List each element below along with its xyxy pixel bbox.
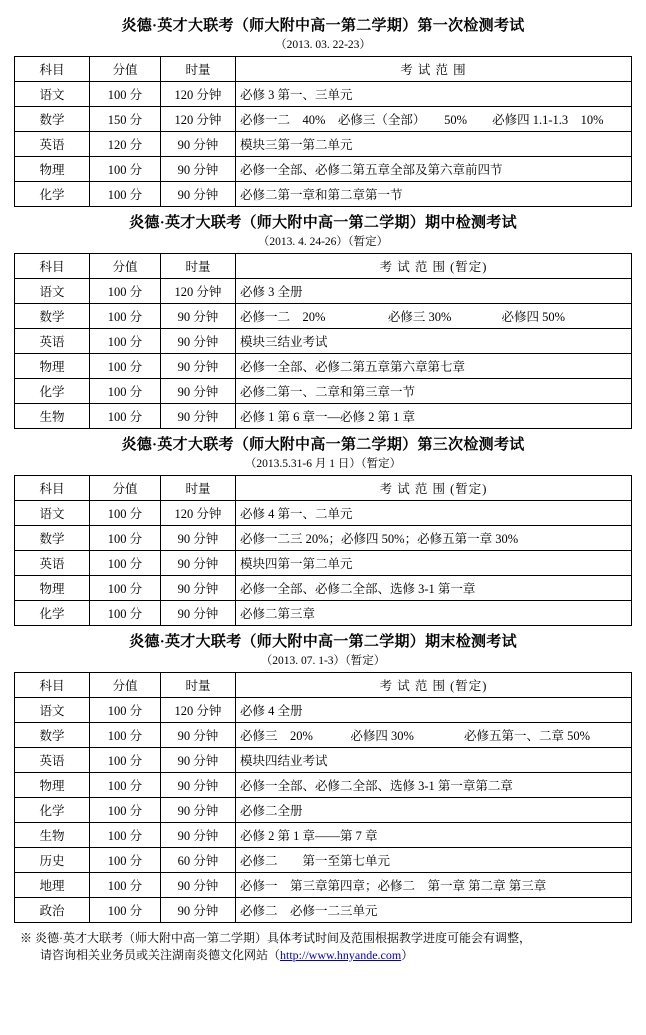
cell-range: 模块三第一第二单元 — [236, 132, 632, 157]
cell-subject: 物理 — [15, 354, 90, 379]
cell-subject: 化学 — [15, 798, 90, 823]
table-row — [15, 157, 632, 182]
exam-section-3 — [14, 431, 632, 626]
table-row — [15, 182, 632, 207]
table-row — [15, 773, 632, 798]
cell-score: 100 分 — [90, 823, 161, 848]
table-row — [15, 723, 632, 748]
cell-duration: 120 分钟 — [161, 82, 236, 107]
cell-duration: 120 分钟 — [161, 107, 236, 132]
cell-score: 100 分 — [90, 773, 161, 798]
cell-score: 120 分 — [90, 132, 161, 157]
cell-score: 100 分 — [90, 329, 161, 354]
header-score: 分值 — [90, 673, 161, 698]
cell-duration: 90 分钟 — [161, 304, 236, 329]
cell-subject: 历史 — [15, 848, 90, 873]
cell-range: 必修一全部、必修二全部、选修 3-1 第一章 — [236, 576, 632, 601]
section-title: 炎德·英才大联考（师大附中高一第二学期）第一次检测考试 — [121, 18, 525, 34]
cell-range: 必修一二 40% 必修三（全部） 50% 必修四 1.1-1.3 10% — [236, 107, 632, 132]
cell-score: 100 分 — [90, 82, 161, 107]
cell-score: 100 分 — [90, 279, 161, 304]
cell-subject: 英语 — [15, 329, 90, 354]
header-score: 分值 — [90, 254, 161, 279]
table-row — [15, 379, 632, 404]
cell-duration: 90 分钟 — [161, 898, 236, 923]
table-row — [15, 304, 632, 329]
cell-duration: 90 分钟 — [161, 329, 236, 354]
cell-score: 100 分 — [90, 526, 161, 551]
table-row — [15, 898, 632, 923]
cell-subject: 数学 — [15, 304, 90, 329]
table-row — [15, 698, 632, 723]
website-link[interactable]: http://www.hnyande.com — [280, 948, 402, 962]
footnote-line-2-prefix: 请咨询相关业务员或关注湖南炎德文化网站（ — [40, 948, 281, 962]
cell-duration: 90 分钟 — [161, 354, 236, 379]
cell-duration: 90 分钟 — [161, 723, 236, 748]
footnote-line-2 — [20, 947, 632, 964]
cell-subject: 语文 — [15, 501, 90, 526]
cell-duration: 90 分钟 — [161, 526, 236, 551]
cell-range: 必修 3 第一、三单元 — [236, 82, 632, 107]
table-header-row — [15, 254, 632, 279]
cell-duration: 60 分钟 — [161, 848, 236, 873]
cell-duration: 90 分钟 — [161, 157, 236, 182]
cell-duration: 90 分钟 — [161, 873, 236, 898]
cell-subject: 政治 — [15, 898, 90, 923]
cell-score: 150 分 — [90, 107, 161, 132]
cell-subject: 化学 — [15, 379, 90, 404]
cell-subject: 英语 — [15, 551, 90, 576]
cell-duration: 90 分钟 — [161, 551, 236, 576]
cell-range: 必修二第三章 — [236, 601, 632, 626]
table-row — [15, 601, 632, 626]
table-row — [15, 748, 632, 773]
section-title: 炎德·英才大联考（师大附中高一第二学期）第三次检测考试 — [121, 437, 525, 453]
cell-range: 必修 4 第一、二单元 — [236, 501, 632, 526]
cell-duration: 90 分钟 — [161, 379, 236, 404]
cell-duration: 90 分钟 — [161, 576, 236, 601]
cell-score: 100 分 — [90, 404, 161, 429]
cell-duration: 90 分钟 — [161, 404, 236, 429]
table-row — [15, 526, 632, 551]
cell-subject: 语文 — [15, 82, 90, 107]
cell-duration: 90 分钟 — [161, 748, 236, 773]
cell-score: 100 分 — [90, 698, 161, 723]
cell-score: 100 分 — [90, 723, 161, 748]
table-row — [15, 404, 632, 429]
header-score: 分值 — [90, 476, 161, 501]
section-subtitle: （2013. 07. 1-3）（暂定） — [260, 655, 386, 667]
section-subtitle: （2013. 4. 24-26）（暂定） — [257, 236, 389, 248]
cell-subject: 物理 — [15, 773, 90, 798]
exam-table — [14, 475, 632, 626]
table-row — [15, 354, 632, 379]
table-row — [15, 107, 632, 132]
cell-duration: 90 分钟 — [161, 798, 236, 823]
cell-subject: 数学 — [15, 723, 90, 748]
table-row — [15, 501, 632, 526]
exam-section-4 — [14, 628, 632, 923]
cell-subject: 物理 — [15, 576, 90, 601]
header-subject: 科目 — [15, 476, 90, 501]
cell-range: 必修二 必修一二三单元 — [236, 898, 632, 923]
cell-score: 100 分 — [90, 576, 161, 601]
cell-range: 必修 1 第 6 章一—必修 2 第 1 章 — [236, 404, 632, 429]
exam-table — [14, 56, 632, 207]
cell-duration: 90 分钟 — [161, 773, 236, 798]
cell-range: 必修二 第一至第七单元 — [236, 848, 632, 873]
cell-score: 100 分 — [90, 873, 161, 898]
table-row — [15, 82, 632, 107]
section-title: 炎德·英才大联考（师大附中高一第二学期）期末检测考试 — [129, 634, 517, 650]
header-score: 分值 — [90, 57, 161, 82]
header-range: 考 试 范 围 — [236, 57, 632, 82]
cell-range: 必修二第一、二章和第三章一节 — [236, 379, 632, 404]
header-subject: 科目 — [15, 254, 90, 279]
cell-range: 必修二第一章和第二章第一节 — [236, 182, 632, 207]
cell-range: 模块四结业考试 — [236, 748, 632, 773]
cell-subject: 生物 — [15, 823, 90, 848]
table-row — [15, 329, 632, 354]
cell-subject: 生物 — [15, 404, 90, 429]
header-duration: 时量 — [161, 254, 236, 279]
table-header-row — [15, 476, 632, 501]
cell-score: 100 分 — [90, 501, 161, 526]
header-subject: 科目 — [15, 673, 90, 698]
table-row — [15, 823, 632, 848]
section-subtitle: （2013. 03. 22-23） — [275, 39, 371, 51]
cell-score: 100 分 — [90, 182, 161, 207]
cell-range: 必修 4 全册 — [236, 698, 632, 723]
table-row — [15, 279, 632, 304]
cell-range: 模块三结业考试 — [236, 329, 632, 354]
cell-range: 必修二全册 — [236, 798, 632, 823]
table-row — [15, 873, 632, 898]
header-range: 考 试 范 围 (暂定) — [236, 476, 632, 501]
cell-range: 必修一 第三章第四章；必修二 第一章 第二章 第三章 — [236, 873, 632, 898]
cell-subject: 英语 — [15, 132, 90, 157]
header-duration: 时量 — [161, 476, 236, 501]
cell-score: 100 分 — [90, 798, 161, 823]
cell-score: 100 分 — [90, 157, 161, 182]
cell-duration: 90 分钟 — [161, 601, 236, 626]
cell-subject: 物理 — [15, 157, 90, 182]
cell-subject: 化学 — [15, 182, 90, 207]
footnote-line-1: ※ 炎德·英才大联考（师大附中高一第二学期）具体考试时间及范围根据教学进度可能会有调整， — [20, 931, 531, 945]
cell-duration: 90 分钟 — [161, 182, 236, 207]
exam-section-2 — [14, 209, 632, 429]
cell-subject: 语文 — [15, 279, 90, 304]
exam-section-1 — [14, 12, 632, 207]
table-row — [15, 848, 632, 873]
header-range: 考 试 范 围 (暂定) — [236, 254, 632, 279]
table-header-row — [15, 57, 632, 82]
section-title: 炎德·英才大联考（师大附中高一第二学期）期中检测考试 — [129, 215, 517, 231]
header-range: 考 试 范 围 (暂定) — [236, 673, 632, 698]
header-subject: 科目 — [15, 57, 90, 82]
cell-duration: 90 分钟 — [161, 132, 236, 157]
cell-subject: 语文 — [15, 698, 90, 723]
cell-subject: 数学 — [15, 107, 90, 132]
footnote-line-2-suffix: ） — [401, 948, 414, 962]
cell-score: 100 分 — [90, 354, 161, 379]
cell-subject: 化学 — [15, 601, 90, 626]
header-duration: 时量 — [161, 57, 236, 82]
cell-subject: 英语 — [15, 748, 90, 773]
cell-range: 必修三 20% 必修四 30% 必修五第一、二章 50% — [236, 723, 632, 748]
table-row — [15, 576, 632, 601]
cell-range: 必修一全部、必修二第五章第六章第七章 — [236, 354, 632, 379]
table-row — [15, 798, 632, 823]
cell-duration: 120 分钟 — [161, 279, 236, 304]
table-row — [15, 132, 632, 157]
cell-score: 100 分 — [90, 898, 161, 923]
cell-subject: 地理 — [15, 873, 90, 898]
cell-range: 必修一全部、必修二第五章全部及第六章前四节 — [236, 157, 632, 182]
cell-duration: 90 分钟 — [161, 823, 236, 848]
cell-score: 100 分 — [90, 304, 161, 329]
cell-score: 100 分 — [90, 551, 161, 576]
cell-range: 必修 3 全册 — [236, 279, 632, 304]
section-subtitle: （2013.5.31-6 月 1 日）（暂定） — [244, 458, 402, 470]
cell-score: 100 分 — [90, 748, 161, 773]
exam-table — [14, 672, 632, 923]
cell-range: 必修一全部、必修二全部、选修 3-1 第一章第二章 — [236, 773, 632, 798]
cell-range: 模块四第一第二单元 — [236, 551, 632, 576]
cell-score: 100 分 — [90, 379, 161, 404]
table-header-row — [15, 673, 632, 698]
table-row — [15, 551, 632, 576]
footnote — [14, 930, 632, 964]
cell-range: 必修一二 20% 必修三 30% 必修四 50% — [236, 304, 632, 329]
cell-duration: 120 分钟 — [161, 501, 236, 526]
cell-subject: 数学 — [15, 526, 90, 551]
cell-score: 100 分 — [90, 848, 161, 873]
cell-range: 必修一二三 20%；必修四 50%；必修五第一章 30% — [236, 526, 632, 551]
cell-score: 100 分 — [90, 601, 161, 626]
cell-range: 必修 2 第 1 章——第 7 章 — [236, 823, 632, 848]
exam-table — [14, 253, 632, 429]
header-duration: 时量 — [161, 673, 236, 698]
cell-duration: 120 分钟 — [161, 698, 236, 723]
